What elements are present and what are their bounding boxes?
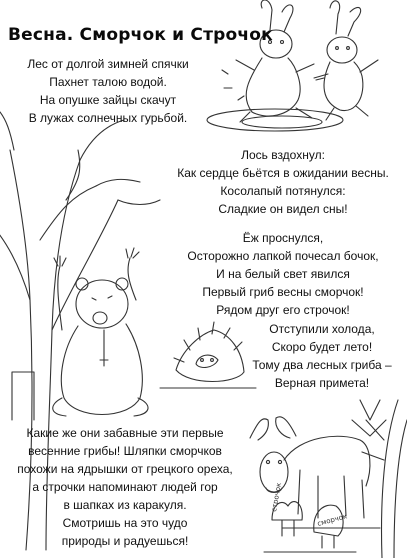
verse-line: Тому два лесных гриба – (252, 358, 392, 372)
verse-line: Пахнет талою водой. (49, 75, 167, 89)
mushroom-label-smorchok: сморчок (316, 512, 348, 528)
page-title: Весна. Сморчок и Строчок (8, 25, 273, 46)
verse-line: Ёж проснулся, (242, 231, 324, 245)
verse-line: Сладкие он видел сны! (218, 202, 348, 216)
verse-line: Косолапый потянулся: (220, 184, 346, 198)
verse-line: Как сердце бьётся в ожидании весны. (177, 166, 389, 180)
verse-line: И на белый свет явился (216, 267, 350, 281)
verse-line: В лужах солнечных гурьбой. (28, 111, 188, 125)
prose-line: похожи на ядрышки от грецкого ореха, (17, 462, 233, 476)
prose-line: в шапках из каракуля. (63, 498, 187, 512)
verse-line: Отступили холода, (269, 322, 375, 336)
verse-line: Лось вздохнул: (241, 148, 325, 162)
verse-line: Верная примета! (274, 376, 370, 390)
verse-line: Осторожно лапкой почесал бочок, (187, 249, 379, 263)
verse-line: Скоро будет лето! (271, 340, 373, 354)
prose-line: а строчки напоминают людей гор (32, 480, 218, 494)
prose-line: Смотришь на это чудо (62, 516, 188, 530)
verse-line: Рядом друг его строчок! (216, 303, 350, 317)
verse-line: Лес от долгой зимней спячки (27, 57, 189, 71)
verse-line: Первый гриб весны сморчок! (202, 285, 364, 299)
prose-line: природы и радуешься! (61, 534, 189, 548)
prose-line: Какие же они забавные эти первые (26, 426, 224, 440)
mushroom-label-strochok: строчок (270, 482, 284, 513)
verse-line: На опушке зайцы скачут (39, 93, 177, 107)
prose-line: весенние грибы! Шляпки сморчков (28, 444, 222, 458)
